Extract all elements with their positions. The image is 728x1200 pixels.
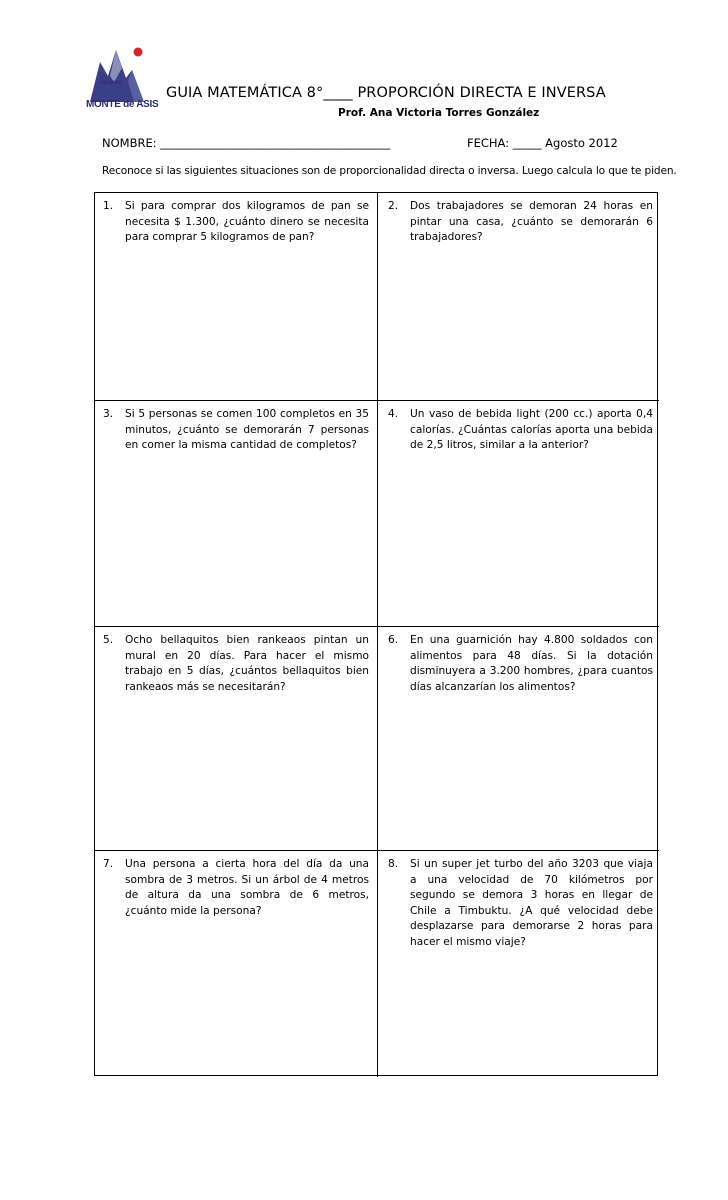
problem-item	[103, 407, 369, 454]
problem-cell-8[interactable]	[378, 851, 659, 1077]
problem-cell-2[interactable]	[378, 193, 659, 401]
problem-text: En una guarnición hay 4.800 soldados con alimentos para 48 días. Si la dotación disminuyera a 3.200 hombres, ¿para cuantos días alcanzarían los alimentos?	[410, 634, 653, 693]
problem-number: 2.	[388, 200, 399, 212]
problem-item	[103, 633, 369, 695]
problem-text: Dos trabajadores se demoran 24 horas en pintar una casa, ¿cuánto se demorarán 6 trabajadores?	[410, 200, 653, 243]
problem-item	[103, 199, 369, 246]
problem-text: Un vaso de bebida light (200 cc.) aporta 0,4 calorías. ¿Cuántas calorías aporta una bebida de 2,5 litros, similar a la anterior?	[410, 408, 653, 451]
problems-grid	[94, 192, 658, 1076]
problem-number: 7.	[103, 858, 114, 870]
problem-number: 5.	[103, 634, 114, 646]
problem-cell-6[interactable]	[378, 627, 659, 851]
problem-text: Una persona a cierta hora del día da una sombra de 3 metros. Si un árbol de 4 metros de altura da una sombra de 6 metros, ¿cuánto mide la persona?	[125, 858, 369, 917]
logo-school-name: MONTE de ASIS	[86, 99, 159, 110]
problem-number: 1.	[103, 200, 114, 212]
problem-cell-1[interactable]	[95, 193, 378, 401]
problem-cell-5[interactable]	[95, 627, 378, 851]
problem-cell-7[interactable]	[95, 851, 378, 1077]
student-name-field[interactable]: NOMBRE: ________________________________________	[102, 136, 391, 150]
problem-item	[103, 857, 369, 919]
problem-item	[388, 407, 653, 454]
problem-number: 4.	[388, 408, 399, 420]
problem-text: Si un super jet turbo del año 3203 que viaja a una velocidad de 70 kilómetros por segundo se demora 3 horas en llegar de Chile a Timbuktu. ¿A qué velocidad debe desplazarse para demorarse 2 horas para hacer el mismo viaje?	[410, 858, 653, 948]
problem-cell-3[interactable]	[95, 401, 378, 627]
problem-text: Si para comprar dos kilogramos de pan se necesita $ 1.300, ¿cuánto dinero se necesita para comprar 5 kilogramos de pan?	[125, 200, 369, 243]
logo-small-text: COLEGIO	[100, 80, 122, 85]
teacher-name: Prof. Ana Victoria Torres González	[338, 107, 540, 119]
date-field[interactable]: FECHA: _____ Agosto 2012	[467, 136, 618, 150]
worksheet-title: GUIA MATEMÁTICA 8°____ PROPORCIÓN DIRECTA E INVERSA	[166, 85, 606, 101]
problem-item	[388, 633, 653, 695]
problem-number: 8.	[388, 858, 399, 870]
instructions: Reconoce si las siguientes situaciones son de proporcionalidad directa o inversa. Luego calcula lo que te piden.	[102, 165, 677, 177]
problem-text: Si 5 personas se comen 100 completos en 35 minutos, ¿cuánto se demorarán 7 personas en comer la misma cantidad de completos?	[125, 408, 369, 451]
problem-text: Ocho bellaquitos bien rankeaos pintan un mural en 20 días. Para hacer el mismo trabajo en 5 días, ¿cuántos bellaquitos bien rankeaos más se necesitarán?	[125, 634, 369, 693]
school-logo	[86, 42, 159, 118]
problem-number: 6.	[388, 634, 399, 646]
problem-item	[388, 857, 653, 950]
problem-number: 3.	[103, 408, 114, 420]
mountain-logo-icon	[86, 42, 156, 102]
problem-cell-4[interactable]	[378, 401, 659, 627]
problem-item	[388, 199, 653, 246]
